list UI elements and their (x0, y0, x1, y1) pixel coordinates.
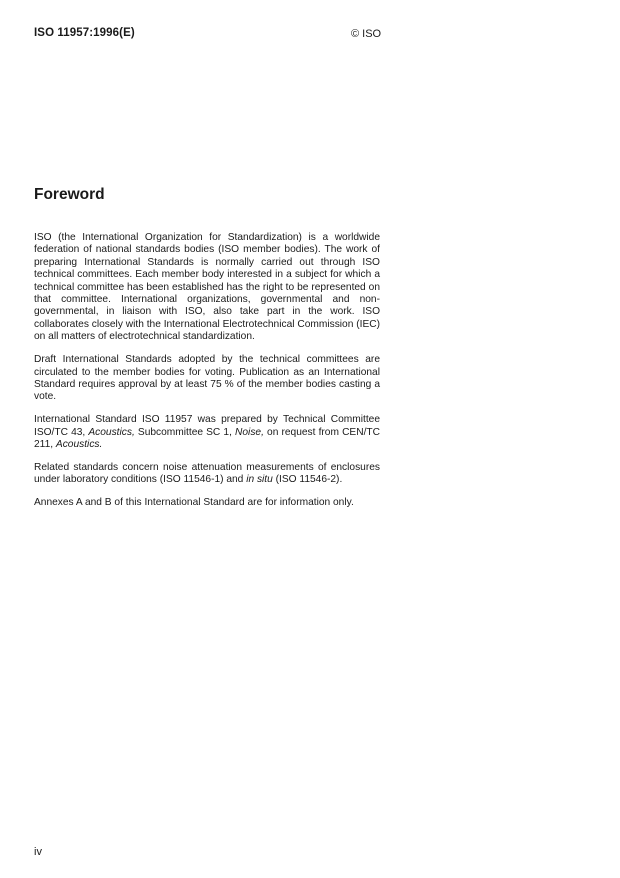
related-in-situ-italic: in situ (246, 474, 273, 486)
related-text-1: Related standards concern noise attenuation measurements of enclosures under laboratory conditions (ISO 11546-1) and (34, 462, 380, 486)
copyright-notice: © ISO (351, 28, 382, 40)
page-number: iv (34, 846, 42, 858)
preparation-text-1: International Standard ISO 11957 was prepared by Technical Committee ISO/TC 43, (34, 414, 380, 438)
paragraph-draft-standards: Draft International Standards adopted by the technical committees are circulated to the member bodies for voting. Publication as an International Standard requires approval by at least 75 % of the member bodies casting a vote. (34, 354, 380, 403)
foreword-body (34, 232, 380, 520)
document-id: ISO 11957:1996(E) (34, 27, 135, 39)
paragraph-related-standards (34, 462, 380, 487)
preparation-text-2: Subcommittee SC 1, (134, 426, 236, 438)
related-text-2: (ISO 11546-2). (272, 474, 343, 486)
preparation-noise-italic: Noise, (235, 426, 264, 438)
preparation-acoustics-italic: Acoustics, (88, 426, 135, 438)
preparation-cen-acoustics-italic: Acoustics. (55, 439, 103, 451)
preparation-text-3: on request from CEN/TC 211, (34, 426, 380, 451)
page-title: Foreword (34, 186, 105, 203)
paragraph-iso-description: ISO (the International Organization for Standardization) is a worldwide federation of national standards bodies (ISO member bodies). The work of preparing International Standards is normally carried out through ISO technical committees. Each member body interested in a subject for which a technical committee has been established has the right to be represented on that committee. International organizations, governmental and non-governmental, in liaison with ISO, also take part in the work. ISO collaborates closely with the International Electrotechnical Commission (IEC) on all matters of electrotechnical standardization. (34, 232, 380, 343)
paragraph-annexes: Annexes A and B of this International Standard are for information only. (34, 497, 354, 509)
paragraph-preparation (34, 414, 380, 451)
